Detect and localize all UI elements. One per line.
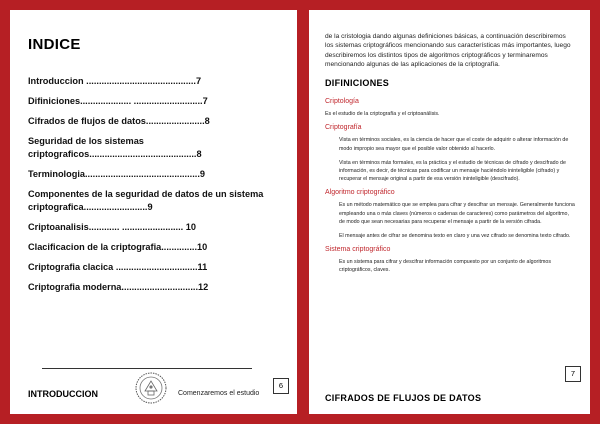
subheading-sistema: Sistema criptográfico	[325, 246, 391, 254]
toc-entry[interactable]: Terminologia.............................................9	[28, 169, 205, 179]
toc-entry[interactable]: Criptoanalisis............ ........................ 10	[28, 222, 196, 232]
subheading-criptologia: Criptología	[325, 98, 359, 106]
right-page	[309, 10, 590, 414]
intro-paragraph: de la cristologia dando algunas definiciones básicas, a continuación describiremos los sistemas criptográficos mencionando sus características más importantes, luego describiremos los distintos tipos de algoritmos criptográficos y terminaremos mencionando algunas de las aplicaciones de la criptografía.	[325, 33, 571, 68]
toc-entry[interactable]: Criptografia moderna..............................12	[28, 282, 209, 292]
divider	[42, 368, 252, 369]
footer-heading: INTRODUCCION	[28, 389, 98, 399]
toc-entry[interactable]: Seguridad de los sistemas criptograficos..........................................8	[28, 136, 202, 159]
algoritmo-paragraph-1: Es un método matemático que se emplea para cifrar y descifrar un mensaje. Generalmente funciona empleando una o más claves (números o cadenas de caracteres) como parámetros del algoritmo, de modo que sean necesarias para recuperar el mensaje a partir de la versión cifrada.	[339, 202, 575, 225]
subheading-criptografia: Criptografía	[325, 124, 362, 132]
index-title: INDICE	[28, 36, 81, 53]
section-title: DIFINICIONES	[325, 78, 390, 89]
university-seal-icon	[135, 372, 167, 404]
toc-entry[interactable]: Cifrados de flujos de datos.......................8	[28, 116, 210, 126]
page-number: 7	[565, 366, 581, 382]
subheading-algoritmo: Algoritmo criptográfico	[325, 189, 395, 197]
toc-entry[interactable]: Introduccion ...........................................7	[28, 76, 202, 86]
toc-entry[interactable]: Componentes de la seguridad de datos de un sistema criptografica.........................9	[28, 189, 264, 212]
table-of-contents	[28, 75, 279, 294]
left-page	[10, 10, 297, 414]
criptografia-paragraph-2: Vista en términos más formales, es la práctica y el estudio de técnicas de cifrado y descifrado de información, es decir, de técnicas para codificar un mensaje haciéndolo ininteligible (cifrado) y recuperar el mensaje original a partir de esa versión ininteligible (descifrado).	[339, 159, 566, 183]
sistema-definition: Es un sistema para cifrar y descifrar información compuesto por un conjunto de algoritmos criptográficos, claves.	[339, 259, 551, 274]
footer-text: Comenzaremos el estudio	[178, 390, 260, 397]
toc-entry[interactable]: Criptografia clacica ................................11	[28, 262, 208, 272]
footer-heading: CIFRADOS DE FLUJOS DE DATOS	[325, 393, 482, 403]
algoritmo-paragraph-2: El mensaje antes de cifrar se denomina texto en claro y una vez cifrado se denomina texto cifrado.	[339, 233, 571, 240]
toc-entry[interactable]: Difiniciones.................... ...........................7	[28, 96, 208, 106]
criptografia-paragraph-1: Vista en términos sociales, es la ciencia de hacer que el coste de adquirir o alterar información de modo impropio sea mayor que el posible valor obtenido al hacerlo.	[339, 137, 569, 152]
toc-entry[interactable]: Clacificacion de la criptografia..............10	[28, 242, 208, 252]
page-number: 6	[273, 378, 289, 394]
criptologia-definition: Es el estudio de la criptografía y el criptoanálisis.	[325, 111, 440, 118]
